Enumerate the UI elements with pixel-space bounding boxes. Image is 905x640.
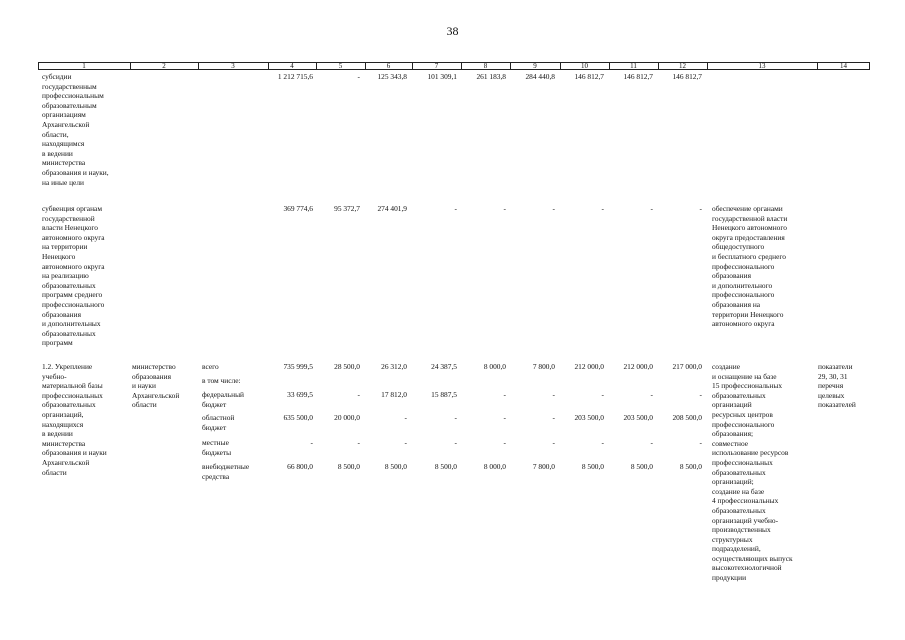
header-col-9: 9 (533, 62, 537, 70)
value-cell: - (650, 390, 653, 399)
value-cell: 8 500,0 (434, 462, 457, 471)
header-divider (316, 62, 317, 70)
value-cell: - (699, 204, 702, 213)
value-cell: 274 401,9 (377, 204, 407, 213)
value-cell: 8 500,0 (337, 462, 360, 471)
value-cell: 20 000,0 (334, 413, 360, 422)
value-cell: 146 812,7 (672, 72, 702, 81)
header-col-4: 4 (290, 62, 294, 70)
value-cell: - (650, 438, 653, 447)
value-cell: 146 812,7 (574, 72, 604, 81)
row3-result: создание и оснащение на базе 15 профессиональных образовательных организаций ресурсных центров профессионального образования; совместное использование ресурсов профессиональных образовательных организаций; создание на базе 4 профессиональных образовательных организаций учебно- производственных структурных подразделений, осуществляющих выпуск высокотехнологичной продукции (712, 362, 793, 583)
value-cell: - (503, 390, 506, 399)
header-divider (510, 62, 511, 70)
header-col-6: 6 (386, 62, 391, 70)
funding-source-label: внебюджетные средства (202, 462, 250, 481)
row3-name: 1.2. Укрепление учебно- материальной базы профессиональных образовательных организаций, находящихся в ведении министерства образования и науки Архангельской области (42, 362, 107, 477)
value-cell: 735 999,5 (283, 362, 313, 371)
value-cell: - (699, 438, 702, 447)
header-divider (268, 62, 269, 70)
value-cell: - (503, 204, 506, 213)
value-cell: - (601, 438, 604, 447)
value-cell: - (310, 438, 313, 447)
value-cell: - (357, 390, 360, 399)
value-cell: - (454, 438, 457, 447)
header-divider (365, 62, 366, 70)
value-cell: 26 312,0 (381, 362, 407, 371)
value-cell: 8 500,0 (630, 462, 653, 471)
funding-source-label: всего (202, 362, 219, 371)
header-col-8: 8 (483, 62, 488, 70)
value-cell: 203 500,0 (623, 413, 653, 422)
value-cell: - (552, 390, 555, 399)
value-cell: 8 500,0 (581, 462, 604, 471)
value-cell: - (601, 390, 604, 399)
value-cell: - (454, 413, 457, 422)
header-divider (412, 62, 413, 70)
header-divider (707, 62, 708, 70)
funding-source-label: местные бюджеты (202, 438, 232, 457)
value-cell: 212 000,0 (623, 362, 653, 371)
value-cell: 1 212 715,6 (277, 72, 313, 81)
header-col-14: 14 (840, 62, 847, 70)
header-col-5: 5 (338, 62, 343, 70)
value-cell: 635 500,0 (283, 413, 313, 422)
header-divider (461, 62, 462, 70)
funding-source-label: в том числе: (202, 376, 241, 385)
row2-name: субвенция органам государственной власти Ненецкого автономного округа на территории Ненецкого автономного округа на реализацию образовательных программ среднего профессионального образования и дополнительных образовательных программ (42, 204, 105, 348)
value-cell: 125 343,8 (377, 72, 407, 81)
value-cell: 17 812,0 (381, 390, 407, 399)
funding-source-label: областной бюджет (202, 413, 235, 432)
value-cell: 369 774,6 (283, 204, 313, 213)
value-cell: 28 500,0 (334, 362, 360, 371)
value-cell: 208 500,0 (672, 413, 702, 422)
header-divider (130, 62, 131, 70)
value-cell: 8 500,0 (679, 462, 702, 471)
value-cell: 203 500,0 (574, 413, 604, 422)
value-cell: - (404, 438, 407, 447)
value-cell: 66 800,0 (287, 462, 313, 471)
value-cell: 7 800,0 (532, 362, 555, 371)
value-cell: - (650, 204, 653, 213)
header-col-11: 11 (630, 62, 637, 70)
value-cell: - (357, 438, 360, 447)
value-cell: 212 000,0 (574, 362, 604, 371)
value-cell: 8 000,0 (483, 462, 506, 471)
value-cell: - (552, 413, 555, 422)
value-cell: 146 812,7 (623, 72, 653, 81)
value-cell: - (552, 204, 555, 213)
header-col-7: 7 (434, 62, 439, 70)
funding-source-label: федеральный бюджет (202, 390, 244, 409)
value-cell: 8 000,0 (483, 362, 506, 371)
value-cell: - (404, 413, 407, 422)
page-number: 38 (446, 24, 459, 38)
value-cell: - (699, 390, 702, 399)
value-cell: - (503, 438, 506, 447)
header-col-10: 10 (581, 62, 588, 70)
value-cell: 101 309,1 (427, 72, 457, 81)
value-cell: - (503, 413, 506, 422)
value-cell: - (552, 438, 555, 447)
header-divider (198, 62, 199, 70)
row3-executor: министерство образования и науки Архангельской области (132, 362, 180, 410)
value-cell: 217 000,0 (672, 362, 702, 371)
header-col-1: 1 (82, 62, 86, 70)
row1-name: субсидии государственным профессиональным образовательным организациям Архангельской области, находящимся в ведении министерства образования и науки, на иные цели (42, 72, 109, 187)
value-cell: 15 887,5 (431, 390, 457, 399)
value-cell: 8 500,0 (384, 462, 407, 471)
header-divider (658, 62, 659, 70)
header-col-2: 2 (162, 62, 166, 70)
header-divider (560, 62, 561, 70)
header-divider (817, 62, 818, 70)
value-cell: - (454, 204, 457, 213)
value-cell: 261 183,8 (476, 72, 506, 81)
header-divider (609, 62, 610, 70)
value-cell: - (601, 204, 604, 213)
header-col-12: 12 (679, 62, 686, 70)
value-cell: 33 699,5 (287, 390, 313, 399)
header-col-13: 13 (758, 62, 766, 70)
row3-indicators: показатели 29, 30, 31 перечня целевых показателей (818, 362, 856, 410)
value-cell: - (357, 72, 360, 81)
value-cell: 95 372,7 (334, 204, 360, 213)
header-col-3: 3 (231, 62, 235, 70)
value-cell: 7 800,0 (532, 462, 555, 471)
row2-result: обеспечение органами государственной власти Ненецкого автономного округа предоставления общедоступного и бесплатного среднего профессионального образования и дополнительного профессионального образования на территории Ненецкого автономного округа (712, 204, 788, 329)
value-cell: 24 387,5 (431, 362, 457, 371)
value-cell: 284 440,8 (525, 72, 555, 81)
